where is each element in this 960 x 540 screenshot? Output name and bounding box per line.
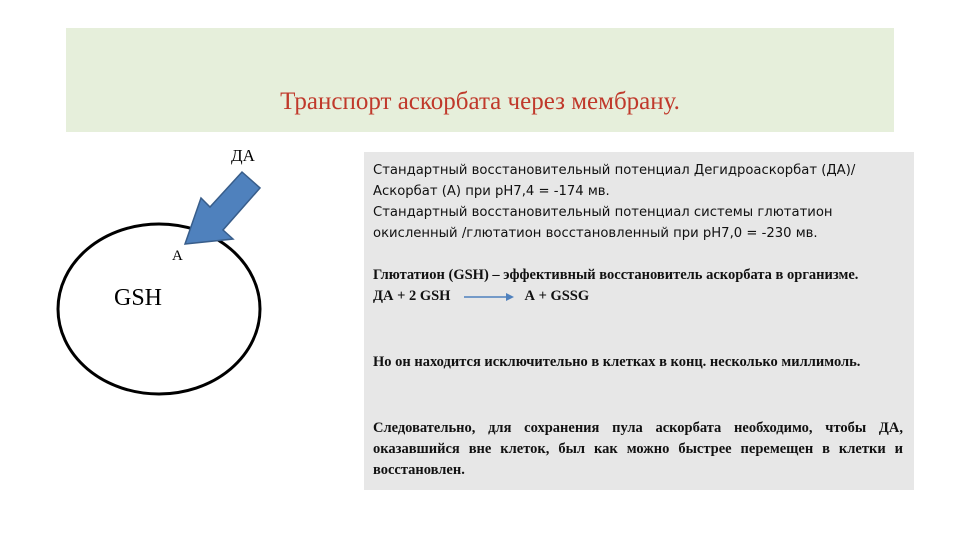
glutathione-label: GSH [114, 285, 163, 311]
potential-ascorbate: Стандартный восстановительный потенциал Дегидроаскорбат (ДА)/Аскорбат (А) при рН7,4 = -174 мв. [373, 163, 856, 199]
title-box [66, 28, 894, 132]
slide-title: Транспорт аскорбата через мембрану. [280, 88, 680, 115]
reaction-arrow-icon [464, 292, 514, 302]
ascorbate-label: А [172, 248, 183, 264]
potentials-block [373, 160, 903, 244]
glutathione-text: Глютатион (GSH) – эффективный восстановитель аскорбата в организме. [373, 267, 859, 283]
membrane-diagram [40, 140, 340, 440]
membrane-diagram-graphic [40, 140, 340, 440]
transport-arrow [185, 172, 260, 244]
cells-paragraph: Но он находится исключительно в клетках в конц. несколько миллимоль. [373, 354, 861, 370]
equation-left: ДА + 2 GSH [373, 288, 451, 304]
conclusion-paragraph: Следовательно, для сохранения пула аскорбата необходимо, чтобы ДА, оказавшийся вне клеток, был как можно быстрее перемещен в клетки и восстановлен. [373, 420, 903, 478]
equation-right: А + GSSG [524, 288, 590, 304]
glutathione-paragraph [373, 265, 903, 307]
potential-glutathione: Стандартный восстановительный потенциал системы глютатион окисленный /глютатион восстановленный при рН7,0 = -230 мв. [373, 205, 833, 241]
text-panel [364, 152, 914, 490]
dehydroascorbate-label: ДА [231, 146, 255, 165]
reaction-equation [373, 286, 903, 307]
